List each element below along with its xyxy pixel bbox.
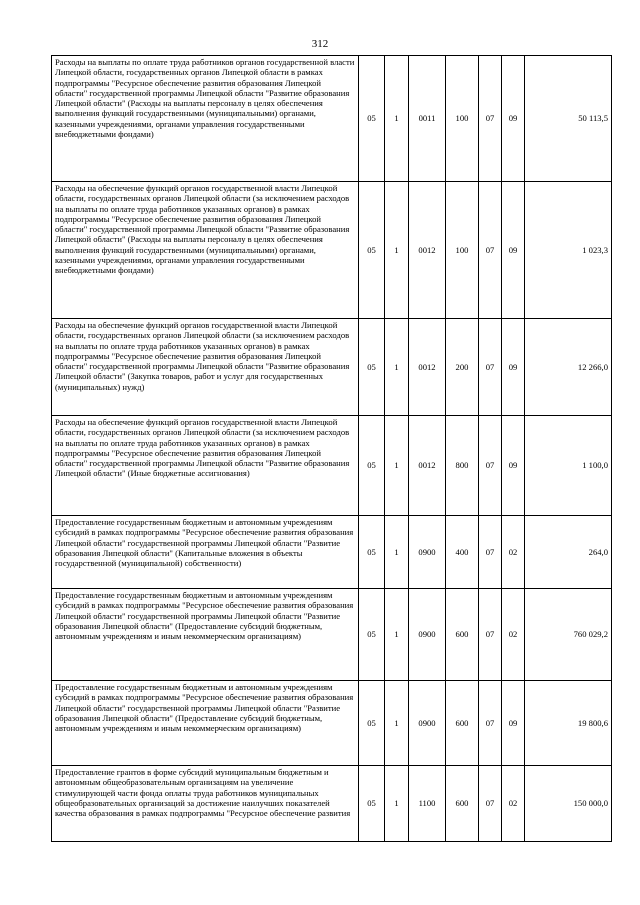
code-cell: 0012	[409, 182, 446, 319]
row-description: Предоставление государственным бюджетным и автономным учреждениям субсидий в рамках подпрограммы "Ресурсное обеспечение развития образования Липецкой области" государственной программы Липецкой области "Развитие образования Липецкой области" (Предоставление субсидий бюджетным, автономным учреждениям и иным некоммерческим организациям)	[52, 589, 359, 681]
code-cell: 05	[359, 681, 385, 766]
amount-cell: 50 113,5	[525, 56, 612, 182]
code-cell: 1	[385, 516, 409, 589]
table-row	[52, 766, 612, 842]
row-description: Расходы на обеспечение функций органов государственной власти Липецкой области, государственных органов Липецкой области (за исключением расходов на выплаты по оплате труда работников указанных органов) в рамках подпрограммы "Ресурсное обеспечение развития образования Липецкой области" государственной программы Липецкой области "Развитие образования Липецкой области" (Расходы на выплаты персоналу в целях обеспечения выполнения функций государственными (муниципальными) органами, казенными учреждениями, органами управления государственными внебюджетными фондами)	[52, 182, 359, 319]
code-cell: 09	[502, 681, 525, 766]
code-cell: 05	[359, 766, 385, 842]
code-cell: 02	[502, 589, 525, 681]
row-description: Предоставление государственным бюджетным и автономным учреждениям субсидий в рамках подпрограммы "Ресурсное обеспечение развития образования Липецкой области" государственной программы Липецкой области "Развитие образования Липецкой области" (Предоставление субсидий бюджетным, автономным учреждениям и иным некоммерческим организациям)	[52, 681, 359, 766]
code-cell: 05	[359, 319, 385, 416]
code-cell: 09	[502, 319, 525, 416]
row-description: Расходы на выплаты по оплате труда работников органов государственной власти Липецкой области, государственных органов Липецкой области в рамках подпрограммы "Ресурсное обеспечение развития образования Липецкой области" государственной программы Липецкой области "Развитие образования Липецкой области" (Расходы на выплаты персоналу в целях обеспечения выполнения функций государственными (муниципальными) органами, казенными учреждениями, органами управления государственными внебюджетными фондами)	[52, 56, 359, 182]
code-cell: 600	[446, 766, 479, 842]
code-cell: 600	[446, 589, 479, 681]
code-cell: 0900	[409, 681, 446, 766]
code-cell: 07	[479, 516, 502, 589]
budget-table	[51, 55, 612, 842]
code-cell: 0012	[409, 319, 446, 416]
code-cell: 600	[446, 681, 479, 766]
code-cell: 09	[502, 56, 525, 182]
table-row	[52, 182, 612, 319]
code-cell: 1	[385, 319, 409, 416]
code-cell: 0011	[409, 56, 446, 182]
table-row	[52, 56, 612, 182]
table-row	[52, 319, 612, 416]
amount-cell: 264,0	[525, 516, 612, 589]
amount-cell: 12 266,0	[525, 319, 612, 416]
code-cell: 800	[446, 416, 479, 516]
code-cell: 07	[479, 56, 502, 182]
code-cell: 1	[385, 681, 409, 766]
code-cell: 02	[502, 516, 525, 589]
code-cell: 1	[385, 766, 409, 842]
code-cell: 1100	[409, 766, 446, 842]
code-cell: 07	[479, 766, 502, 842]
code-cell: 0012	[409, 416, 446, 516]
code-cell: 07	[479, 182, 502, 319]
code-cell: 09	[502, 182, 525, 319]
code-cell: 100	[446, 182, 479, 319]
code-cell: 1	[385, 182, 409, 319]
table-row	[52, 589, 612, 681]
amount-cell: 19 800,6	[525, 681, 612, 766]
code-cell: 05	[359, 182, 385, 319]
amount-cell: 1 100,0	[525, 416, 612, 516]
code-cell: 05	[359, 56, 385, 182]
code-cell: 05	[359, 416, 385, 516]
table-row	[52, 681, 612, 766]
table-row	[52, 416, 612, 516]
amount-cell: 760 029,2	[525, 589, 612, 681]
code-cell: 07	[479, 416, 502, 516]
amount-cell: 1 023,3	[525, 182, 612, 319]
amount-cell: 150 000,0	[525, 766, 612, 842]
row-description: Предоставление государственным бюджетным и автономным учреждениям субсидий в рамках подпрограммы "Ресурсное обеспечение развития образования Липецкой области" государственной программы Липецкой области "Развитие образования Липецкой области" (Капитальные вложения в объекты государственной (муниципальной) собственности)	[52, 516, 359, 589]
row-description: Предоставление грантов в форме субсидий муниципальным бюджетным и автономным общеобразовательным организациям на увеличение стимулирующей части фонда оплаты труда работников муниципальных общеобразовательных организаций за достижение наилучших показателей качества образования в рамках подпрограммы "Ресурсное обеспечение развития	[52, 766, 359, 842]
code-cell: 1	[385, 56, 409, 182]
code-cell: 09	[502, 416, 525, 516]
row-description: Расходы на обеспечение функций органов государственной власти Липецкой области, государственных органов Липецкой области (за исключением расходов на выплаты по оплате труда работников указанных органов) в рамках подпрограммы "Ресурсное обеспечение развития образования Липецкой области" государственной программы Липецкой области "Развитие образования Липецкой области" (Закупка товаров, работ и услуг для государственных (муниципальных) нужд)	[52, 319, 359, 416]
code-cell: 02	[502, 766, 525, 842]
code-cell: 1	[385, 416, 409, 516]
code-cell: 1	[385, 589, 409, 681]
code-cell: 05	[359, 589, 385, 681]
code-cell: 400	[446, 516, 479, 589]
code-cell: 100	[446, 56, 479, 182]
code-cell: 07	[479, 681, 502, 766]
code-cell: 0900	[409, 589, 446, 681]
row-description: Расходы на обеспечение функций органов государственной власти Липецкой области, государственных органов Липецкой области (за исключением расходов на выплаты по оплате труда работников указанных органов) в рамках подпрограммы "Ресурсное обеспечение развития образования Липецкой области" государственной программы Липецкой области "Развитие образования Липецкой области" (Иные бюджетные ассигнования)	[52, 416, 359, 516]
code-cell: 07	[479, 589, 502, 681]
code-cell: 200	[446, 319, 479, 416]
code-cell: 07	[479, 319, 502, 416]
table-row	[52, 516, 612, 589]
page-number: 312	[311, 38, 329, 50]
code-cell: 0900	[409, 516, 446, 589]
code-cell: 05	[359, 516, 385, 589]
